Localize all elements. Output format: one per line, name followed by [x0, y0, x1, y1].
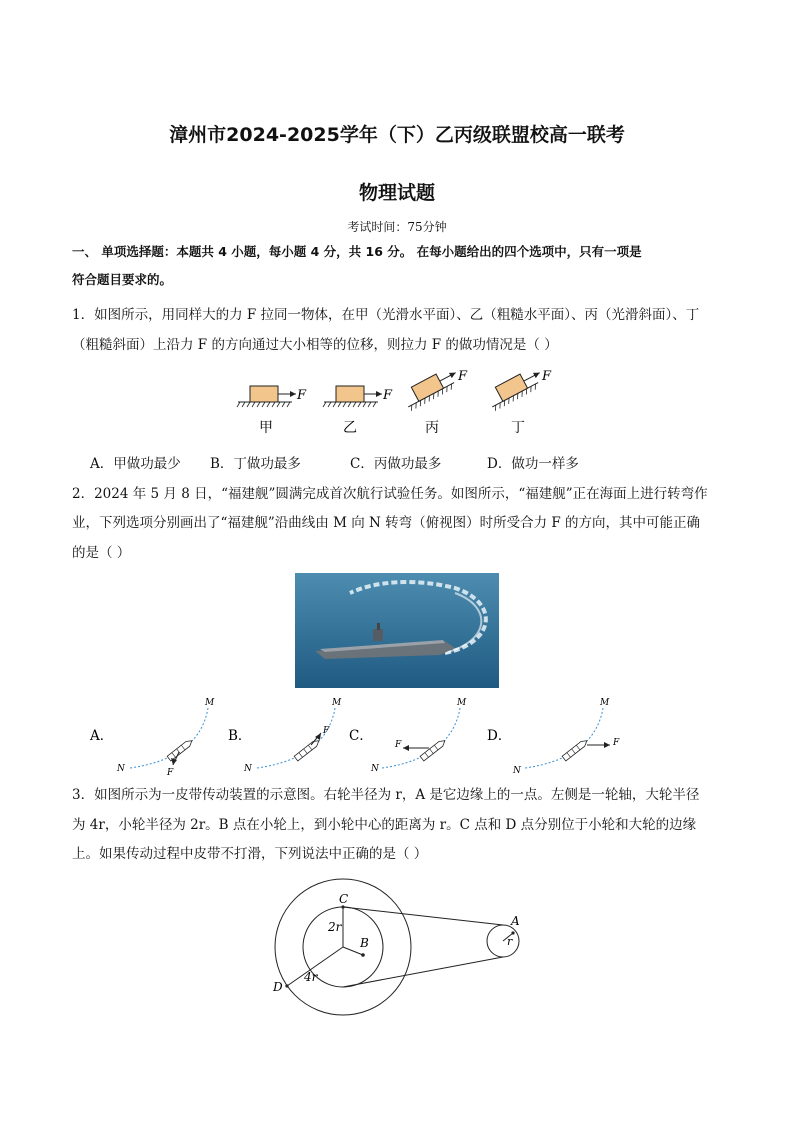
- svg-text:M: M: [600, 698, 610, 708]
- svg-text:N: N: [371, 764, 379, 774]
- q2-option-a[interactable]: A．: [90, 728, 114, 744]
- q1-force-bing: F: [458, 369, 468, 384]
- belt-top: [343, 907, 503, 925]
- q2-options-figure: [85, 693, 645, 783]
- svg-text:M: M: [205, 698, 215, 708]
- svg-text:N: N: [513, 766, 521, 776]
- q2-option-b[interactable]: B．: [228, 728, 252, 744]
- q2-ship-d: [562, 738, 589, 761]
- q3-belt-figure: [265, 875, 545, 1020]
- q1-force-jia: F: [297, 388, 307, 403]
- q1-stem-line2: （粗糙斜面）上沿力 F 的方向通过大小相等的位移，则拉力 F 的做功情况是（ ）: [72, 337, 558, 353]
- q3-stem-line2: 为 4r，小轮半径为 2r。B 点在小轮上，到小轮中心的距离为 r。C 点和 D 点分别位于小轮和大轮的边缘: [72, 817, 697, 833]
- q1-label-ding: 丁: [511, 420, 525, 436]
- q2-ship-b: [294, 738, 321, 761]
- label-b: B: [360, 936, 369, 950]
- q1-block-jia: [237, 386, 307, 407]
- svg-text:F: F: [395, 740, 402, 750]
- q1-force-ding: F: [542, 369, 552, 384]
- belt-bottom: [343, 957, 503, 987]
- label-c: C: [339, 892, 349, 906]
- q2-ship-c: [420, 738, 447, 761]
- q3-stem-line3: 上。如果传动过程中皮带不打滑，下列说法中正确的是（ ）: [72, 846, 428, 862]
- label-d: D: [273, 980, 283, 994]
- point-b-dot: [361, 953, 365, 957]
- section-heading-cont: 符合题目要求的。: [72, 272, 173, 287]
- q1-label-yi: 乙: [343, 420, 357, 436]
- q1-option-c[interactable]: C．丙做功最多: [350, 456, 442, 472]
- subject-title: 物理试题: [358, 182, 435, 204]
- section-heading: 一、 单项选择题：本题共 4 小题，每小题 4 分，共 16 分。 在每小题给出的四个选项中，只有一项是: [72, 244, 642, 259]
- q1-figure: [230, 362, 570, 442]
- carrier-photo: [295, 573, 499, 688]
- q1-block-bing: [401, 366, 462, 412]
- q2-option-c[interactable]: C．: [349, 728, 373, 744]
- point-d-dot: [285, 984, 288, 987]
- q2-option-d[interactable]: D．: [487, 728, 512, 744]
- q3-stem-line1: 3．如图所示为一皮带传动装置的示意图。右轮半径为 r，A 是它边缘上的一点。左侧是一轮轴，大轮半径: [72, 787, 700, 803]
- q1-option-a[interactable]: A．甲做功最少: [90, 456, 181, 472]
- q2-stem-line3: 的是（ ）: [72, 545, 131, 561]
- svg-text:M: M: [457, 698, 467, 708]
- svg-text:F: F: [167, 768, 174, 778]
- svg-text:N: N: [117, 764, 125, 774]
- exam-title: 漳州市2024-2025学年（下）乙丙级联盟校高一联考: [169, 124, 625, 146]
- q1-block-yi: [323, 386, 393, 407]
- svg-text:F: F: [613, 738, 620, 748]
- q1-stem-line1: 1．如图所示，用同样大的力 F 拉同一物体，在甲（光滑水平面）、乙（粗糙水平面）、丙（光滑斜面）、丁: [72, 307, 700, 323]
- q1-label-jia: 甲: [259, 420, 273, 436]
- svg-text:F: F: [323, 726, 330, 736]
- q2-stem-line1: 2．2024 年 5 月 8 日，“福建舰”圆满完成首次航行试验任务。如图所示，“福建舰”正在海面上进行转弯作: [72, 486, 708, 502]
- exam-time: 考试时间：75分钟: [347, 220, 447, 234]
- label-2r: 2r: [328, 920, 342, 934]
- q2-stem-line2: 业，下列选项分别画出了“福建舰”沿曲线由 M 向 N 转弯（俯视图）时所受合力 F 的方向，其中可能正确: [72, 515, 701, 531]
- q1-option-b[interactable]: B．丁做功最多: [210, 456, 301, 472]
- svg-text:M: M: [332, 698, 342, 708]
- q1-label-bing: 丙: [425, 420, 439, 436]
- q1-option-d[interactable]: D．做功一样多: [487, 456, 579, 472]
- label-a: A: [511, 914, 520, 928]
- q1-force-yi: F: [383, 388, 393, 403]
- q1-block-ding: [485, 366, 546, 412]
- q2-ship-a: [167, 738, 194, 761]
- label-r: r: [507, 935, 513, 948]
- svg-text:N: N: [244, 764, 252, 774]
- label-4r: 4r: [304, 970, 318, 984]
